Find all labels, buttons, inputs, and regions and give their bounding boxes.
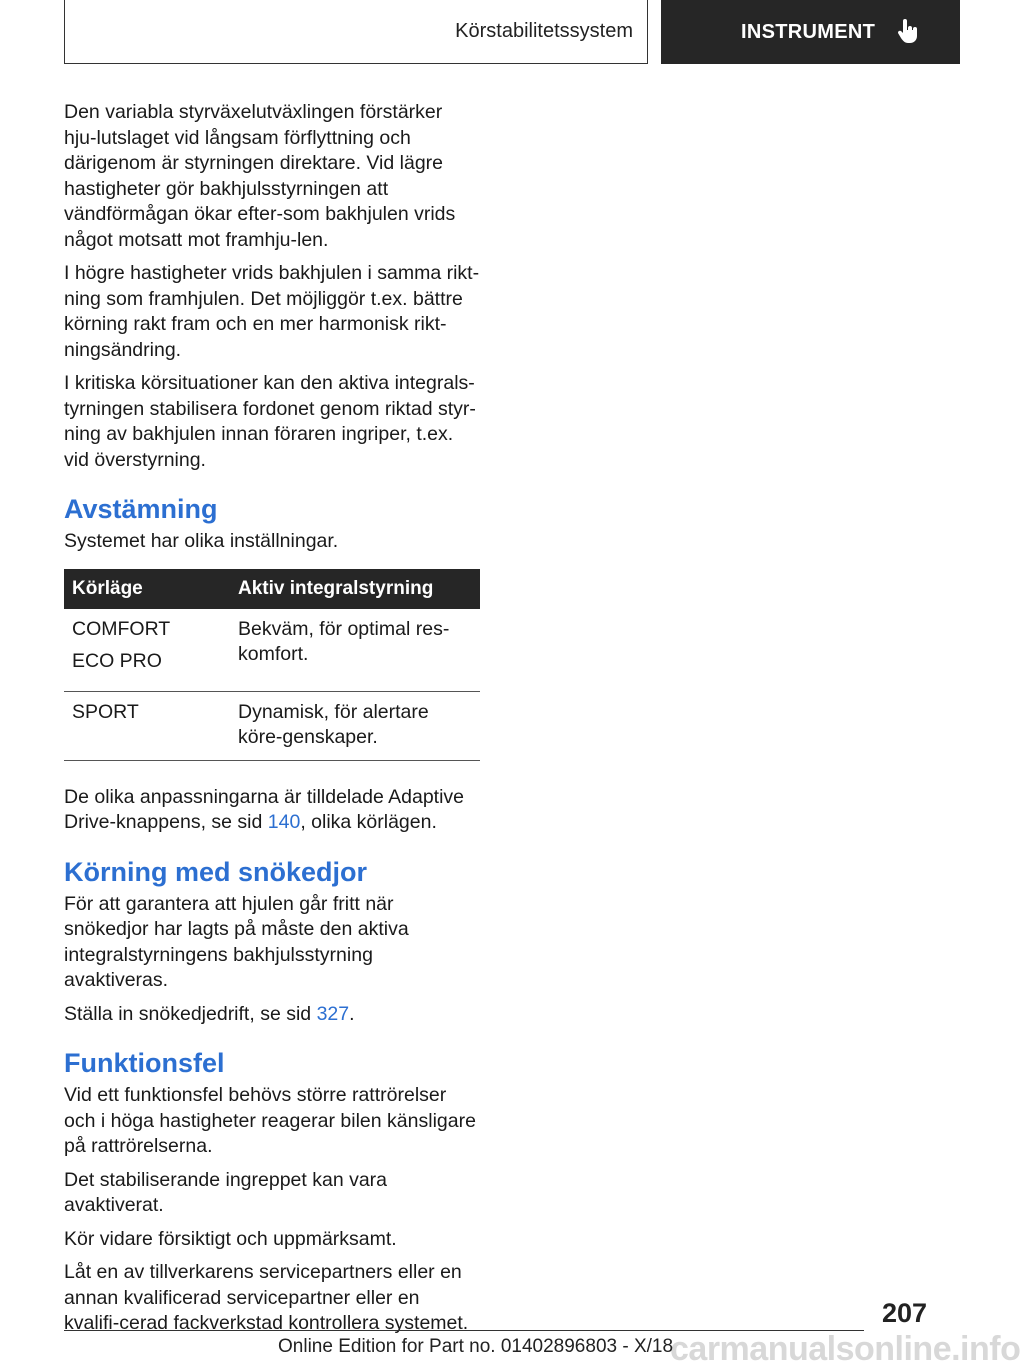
header-section-title: Körstabilitetssystem [455, 20, 633, 42]
header-section-title-box [64, 0, 648, 64]
paragraph-snow-chains: För att garantera att hjulen går fritt när snökedjor har lagts på måste den aktiva integralstyrningens bakhjulsstyrning avaktiveras. [64, 892, 409, 991]
footer-edition: Online Edition for Part no. 01402896803 - X/18 [278, 1336, 674, 1357]
paragraph-high-speed: I högre hastigheter vrids bakhjulen i samma rikt-ning som framhjulen. Det möjliggör t.ex. bättre körning rakt fram och en mer harmonisk rikt-ningsändring. [64, 262, 480, 361]
mode-table-header-row [64, 569, 480, 609]
snow-chain-text: Ställa in snökedjedrift, se sid [64, 1002, 317, 1025]
paragraph-adaptive-drive [64, 785, 480, 836]
paragraph-critical-situations: I kritiska körsituationer kan den aktiva integrals-tyrningen stabilisera fordonet genom riktad styr-ning av bakhjulen innan föraren ingriper, t.ex. vid överstyrning. [64, 372, 476, 471]
table-cell-modes [64, 609, 230, 692]
header-chapter-label: INSTRUMENT [741, 20, 876, 43]
heading-tuning: Avstämning [64, 494, 218, 524]
page-number: 207 [881, 1298, 927, 1328]
tuning-intro: Systemet har olika inställningar. [64, 530, 339, 552]
paragraph-malfunction-1: Vid ett funktionsfel behövs större rattrörelser och i höga hastigheter reagerar bilen känsligare på rattrörelserna. [64, 1084, 476, 1157]
mode-label: SPORT [72, 700, 139, 723]
paragraph-malfunction-4: Låt en av tillverkarens servicepartners eller en annan kvalificerad servicepartner eller en kvalifi-cerad fackverkstad kontrollera systemet. [64, 1261, 469, 1334]
table-cell-modes [64, 691, 230, 760]
hand-pointer-icon [897, 19, 919, 45]
page-content [64, 100, 480, 1345]
mode-table [64, 569, 480, 761]
table-cell-description: Bekväm, för optimal res-komfort. [230, 609, 480, 692]
mode-table-header-mode: Körläge [64, 569, 230, 609]
heading-malfunction: Funktionsfel [64, 1048, 225, 1078]
snow-chain-suffix: . [349, 1002, 355, 1025]
paragraph-malfunction-2: Det stabiliserande ingreppet kan vara avaktiverat. [64, 1168, 388, 1216]
mode-label: COMFORT [72, 617, 171, 640]
page-link-327[interactable]: 327 [316, 1002, 350, 1025]
table-row [64, 609, 480, 692]
watermark: carmanualsonline.info [670, 1330, 1020, 1368]
adaptive-drive-suffix: , olika körlägen. [300, 811, 437, 833]
mode-table-header-steering: Aktiv integralstyrning [230, 569, 480, 609]
paragraph-snow-chain-mode [64, 1002, 480, 1028]
adaptive-drive-text: De olika anpassningarna är tilldelade Adaptive Drive-knappens, se sid [64, 785, 465, 833]
paragraph-malfunction-3: Kör vidare försiktigt och uppmärksamt. [64, 1227, 397, 1250]
mode-label: ECO PRO [72, 649, 162, 672]
heading-snow-chains: Körning med snökedjor [64, 856, 368, 887]
page-link-140[interactable]: 140 [267, 811, 301, 833]
table-cell-description: Dynamisk, för alertare köre-genskaper. [230, 691, 480, 760]
table-row [64, 691, 480, 760]
header-chapter-tab[interactable] [661, 0, 960, 64]
paragraph-steering-ratio: Den variabla styrväxelutväxlingen förstärker hju-lutslaget vid långsam förflyttning och därigenom är styrningen direktare. Vid lägre hastigheter gör bakhjulsstyrningen att vändförmågan ökar efter-som bakhjulen vrids något motsatt mot framhju-len. [64, 101, 456, 251]
